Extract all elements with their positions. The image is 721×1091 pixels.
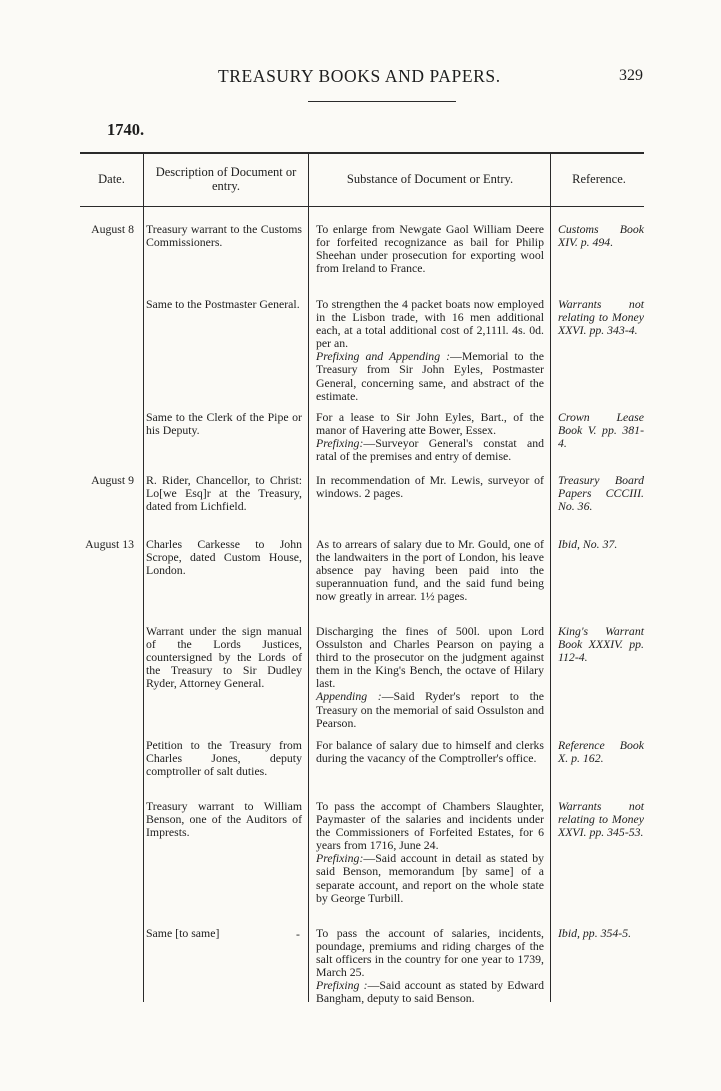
entry-substance: For a lease to Sir John Eyles, Bart., of the manor of Havering atte Bower, Essex. Prefixing:—Surveyor General's constat and ratal of the premises and entry of demise. — [316, 410, 544, 464]
entry-description: Petition to the Treasury from Charles Jones, deputy comptroller of salt duties. — [146, 738, 302, 779]
year-heading: 1740. — [107, 120, 145, 139]
column-header-substance: Substance of Document or Entry. — [346, 172, 514, 186]
entry-description: Treasury warrant to the Customs Commissioners. — [146, 222, 302, 250]
column-divider — [308, 152, 309, 1002]
entry-description: R. Rider, Chancellor, to Christ: Lo[we Esq]r at the Treasury, dated from Lichfield. — [146, 473, 302, 514]
column-header-date: Date. — [98, 172, 125, 186]
entry-substance: As to arrears of salary due to Mr. Gould, one of the landwaiters in the port of London, his leave absence pay having been paid into the superannuation fund, and the said fund being now greatly in arrear. 1½ pages. — [316, 537, 544, 604]
dash-leader: - — [296, 927, 300, 941]
entry-substance: To pass the accompt of Chambers Slaughter, Paymaster of the salaries and incidents under the Commissioners of Forfeited Estates, for 6 years from 1716, June 24. Prefixing:—Said account in detail as stated by said Benson, memorandum [by same] of a separate account, and report on the whole state by George Turbill. — [316, 799, 544, 905]
entry-reference: Ibid, No. 37. — [558, 537, 618, 551]
appendage-text: —Said account as stated by Edward Bangham, deputy to said Benson. — [316, 978, 544, 1006]
entry-date: August 13 — [85, 537, 134, 551]
entry-date: August 9 — [91, 473, 134, 487]
entry-substance: To pass the account of salaries, incidents, poundage, premiums and riding charges of the salt officers in the country for one year to 1739, March 25. Prefixing :—Said account as stated by Edward Bangham, deputy to said Benson. — [316, 926, 544, 1006]
entry-substance: Discharging the fines of 500l. upon Lord Ossulston and Charles Pearson on paying a third to the prosecutor on the judgment against them in the King's Bench, the octave of Hilary last. Appending :—Said Ryder's report to the Treasury on the memorial of said Ossulston and Pearson. — [316, 624, 544, 730]
entry-description: Same to the Clerk of the Pipe or his Deputy. — [146, 410, 302, 438]
appendage-text: —Memorial to the Treasury from Sir John Eyles, Postmaster General, concerning same, and abstract of the estimate. — [316, 349, 544, 403]
entry-description: Treasury warrant to William Benson, one of the Auditors of Imprests. — [146, 799, 302, 840]
entry-substance: In recommendation of Mr. Lewis, surveyor of windows. 2 pages. — [316, 473, 544, 501]
header-rule — [308, 101, 456, 102]
entry-reference: Customs Book XIV. p. 494. — [558, 222, 644, 250]
appendage-label: Prefixing: — [316, 436, 364, 451]
entry-date: August 8 — [91, 222, 134, 236]
entry-reference: King's Warrant Book XXXIV. pp. 112-4. — [558, 624, 644, 665]
entry-reference: Reference Book X. p. 162. — [558, 738, 644, 766]
entry-substance: To strengthen the 4 packet boats now employed in the Lisbon trade, with 16 men additional each, at a total additional cost of 2,111l. 4s. 0d. per an. Prefixing and Appending :—Memorial to the Treasury from Sir John Eyles, Postmaster General, concerning same, and abstract of the estimate. — [316, 297, 544, 403]
appendage-label: Prefixing: — [316, 851, 364, 866]
entry-description: Same [to same] — [146, 926, 220, 940]
entry-substance: For balance of salary due to himself and clerks during the vacancy of the Comptroller's office. — [316, 738, 544, 766]
entry-reference: Warrants not relating to Money XXVI. pp. 343-4. — [558, 297, 644, 338]
page-header — [0, 66, 721, 90]
entry-description: Warrant under the sign manual of the Lords Justices, countersigned by the Lords of the Treasury to Sir Dudley Ryder, Attorney General. — [146, 624, 302, 691]
calendar-table — [80, 152, 644, 1006]
entry-description: Same to the Postmaster General. — [146, 297, 300, 311]
appendage-label: Prefixing and Appending : — [316, 349, 451, 364]
column-divider — [143, 152, 144, 1002]
entry-reference: Ibid, pp. 354-5. — [558, 926, 632, 940]
entry-description: Charles Carkesse to John Scrope, dated Custom House, London. — [146, 537, 302, 578]
entry-reference: Warrants not relating to Money XXVI. pp. 345-53. — [558, 799, 644, 840]
entry-reference: Crown Lease Book V. pp. 381-4. — [558, 410, 644, 451]
page-number: 329 — [619, 67, 643, 84]
appendage-text: —Surveyor General's constat and ratal of the premises and entry of demise. — [316, 436, 544, 464]
column-divider — [550, 152, 551, 1002]
running-title: TREASURY BOOKS AND PAPERS. — [218, 66, 501, 86]
table-header-rule — [80, 206, 644, 207]
column-header-description: Description of Document or entry. — [155, 165, 297, 193]
column-header-reference: Reference. — [572, 172, 626, 186]
entry-substance: To enlarge from Newgate Gaol William Deere for forfeited recognizance as bail for Philip Sheehan under prosecution for exporting wool from Ireland to France. — [316, 222, 544, 276]
entry-reference: Treasury Board Papers CCCIII. No. 36. — [558, 473, 644, 514]
appendage-label: Prefixing : — [316, 978, 368, 993]
appendage-text: —Said account in detail as stated by said Benson, memorandum [by same] of a separate account, and report on the whole state by George Turbill. — [316, 851, 544, 905]
appendage-text: —Said Ryder's report to the Treasury on the memorial of said Ossulston and Pearson. — [316, 689, 544, 730]
appendage-label: Appending : — [316, 689, 382, 704]
